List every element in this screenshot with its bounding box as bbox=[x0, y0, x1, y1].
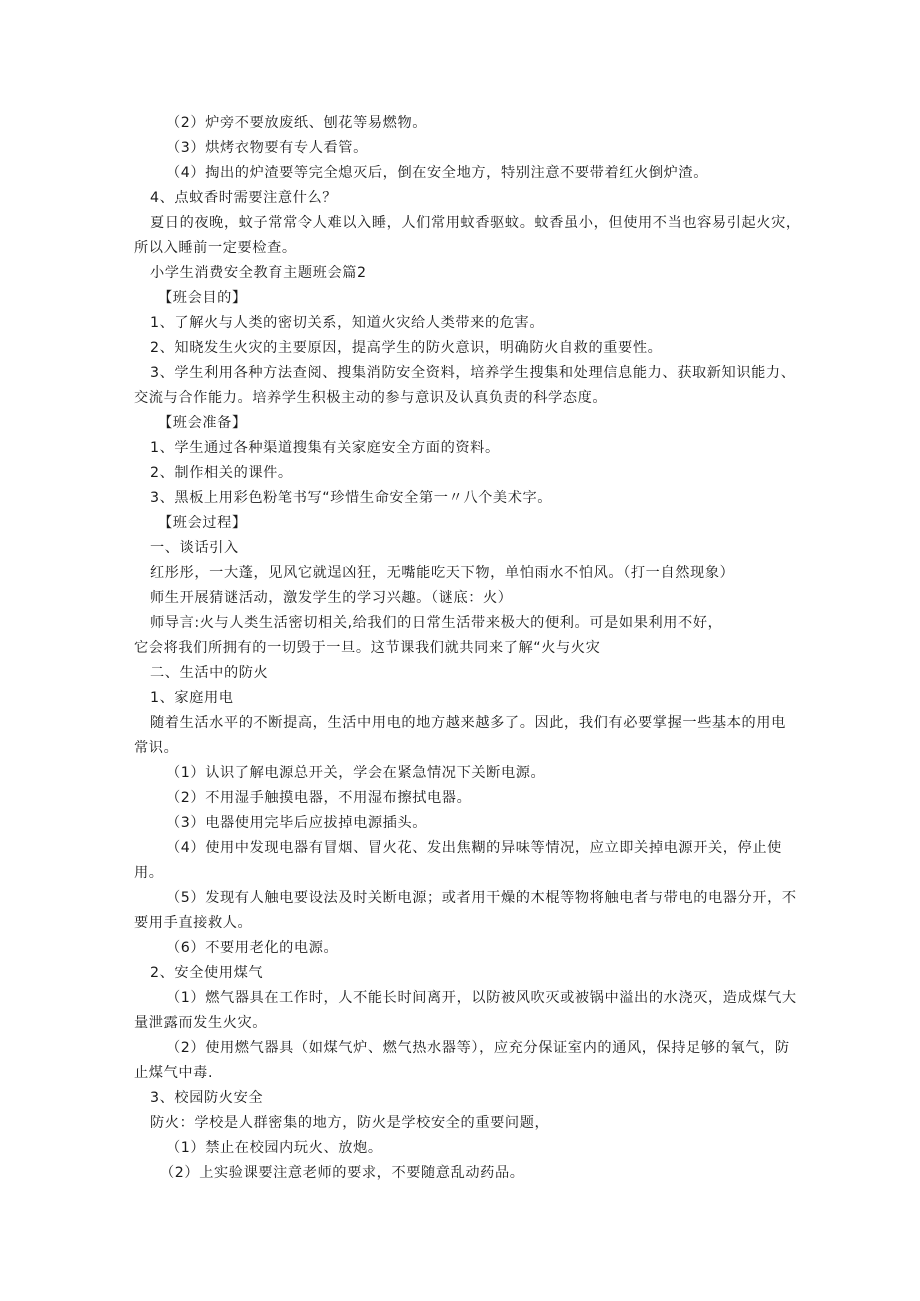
text-line: （3）电器使用完毕后应拔掉电源插头。 bbox=[166, 815, 428, 831]
text-line: 止煤气中毒. bbox=[134, 1065, 214, 1081]
text-line: 防火：学校是人群密集的地方，防火是学校安全的重要问题， bbox=[150, 1115, 550, 1131]
text-line: 夏日的夜晚，蚊子常常令人难以入睡，人们常用蚊香驱蚊。蚊香虽小，但使用不当也容易引起火灾， bbox=[150, 215, 801, 231]
section-heading: 【班会过程】 bbox=[158, 515, 247, 531]
text-line: 它会将我们所拥有的一切毁于一旦。这节课我们就共同来了解“火与火灾 bbox=[134, 640, 601, 656]
section-title: 小学生消费安全教育主题班会篇2 bbox=[150, 265, 367, 281]
text-line: 2、制作相关的课件。 bbox=[150, 465, 293, 481]
text-line: 交流与合作能力。培养学生积极主动的参与意识及认真负责的科学态度。 bbox=[134, 390, 608, 406]
text-line: （4）使用中发现电器有冒烟、冒火花、发出焦糊的异味等情况，应立即关掉电源开关，停止使 bbox=[166, 840, 782, 856]
text-line: （2）炉旁不要放废纸、刨花等易燃物。 bbox=[166, 115, 428, 131]
text-line: 2、知晓发生火灾的主要原因，提高学生的防火意识，明确防火自救的重要性。 bbox=[150, 340, 663, 356]
text-line: （4）掏出的炉渣要等完全熄灭后，倒在安全地方，特别注意不要带着红火倒炉渣。 bbox=[166, 165, 708, 181]
text-line: 1、了解火与人类的密切关系，知道火灾给人类带来的危害。 bbox=[150, 315, 545, 331]
text-line: 量泄露而发生火灾。 bbox=[134, 1015, 268, 1031]
text-line: （6）不要用老化的电源。 bbox=[166, 940, 339, 956]
text-line: （3）烘烤衣物要有专人看管。 bbox=[166, 140, 368, 156]
text-line: （2）使用燃气器具（如煤气炉、燃气热水器等），应充分保证室内的通风，保持足够的氧气，防 bbox=[166, 1040, 790, 1056]
text-line: 要用手直接救人。 bbox=[134, 915, 253, 931]
text-line: 2、安全使用煤气 bbox=[150, 965, 264, 981]
text-line: 一、谈话引入 bbox=[150, 540, 239, 556]
section-heading: 【班会目的】 bbox=[158, 290, 247, 306]
text-line: （1）禁止在校园内玩火、放炮。 bbox=[166, 1140, 383, 1156]
text-line: 用。 bbox=[134, 865, 164, 881]
text-line: （2）上实验课要注意老师的要求，不要随意乱动药品。 bbox=[160, 1165, 525, 1181]
text-line: 3、校园防火安全 bbox=[150, 1090, 264, 1106]
text-line: （5）发现有人触电要设法及时关断电源；或者用干燥的木棍等物将触电者与带电的电器分开，不 bbox=[166, 890, 797, 906]
text-line: 红彤彤，一大蓬，见风它就逞凶狂，无嘴能吃天下物，单怕雨水不怕风。（打一自然现象） bbox=[150, 565, 735, 581]
text-line: 所以入睡前一定要检查。 bbox=[134, 240, 297, 256]
text-line: 1、学生通过各种渠道搜集有关家庭安全方面的资料。 bbox=[150, 440, 500, 456]
text-line: （1）认识了解电源总开关，学会在紧急情况下关断电源。 bbox=[166, 765, 546, 781]
text-line: 3、黑板上用彩色粉笔书写“珍惜生命安全第一〃八个美术字。 bbox=[150, 490, 553, 506]
text-line: 4、点蚊香时需要注意什么？ bbox=[150, 190, 338, 206]
text-line: （2）不用湿手触摸电器，不用湿布擦拭电器。 bbox=[166, 790, 472, 806]
text-line: （1）燃气器具在工作时，人不能长时间离开，以防被风吹灭或被锅中溢出的水浇灭，造成煤气大 bbox=[166, 990, 797, 1006]
section-heading: 【班会准备】 bbox=[158, 415, 247, 431]
text-line: 师生开展猜谜活动，激发学生的学习兴趣。（谜底：火） bbox=[150, 590, 513, 606]
text-line: 常识。 bbox=[134, 740, 179, 756]
text-line: 随着生活水平的不断提高，生活中用电的地方越来越多了。因此，我们有必要掌握一些基本的用电 bbox=[150, 715, 786, 731]
text-line: 二、生活中的防火 bbox=[150, 665, 269, 681]
text-line: 3、学生利用各种方法查阅、搜集消防安全资料，培养学生搜集和处理信息能力、获取新知识能力、 bbox=[150, 365, 796, 381]
text-line: 师导言:火与人类生活密切相关,给我们的日常生活带来极大的便利。可是如果利用不好， bbox=[150, 615, 723, 631]
text-line: 1、家庭用电 bbox=[150, 690, 234, 706]
